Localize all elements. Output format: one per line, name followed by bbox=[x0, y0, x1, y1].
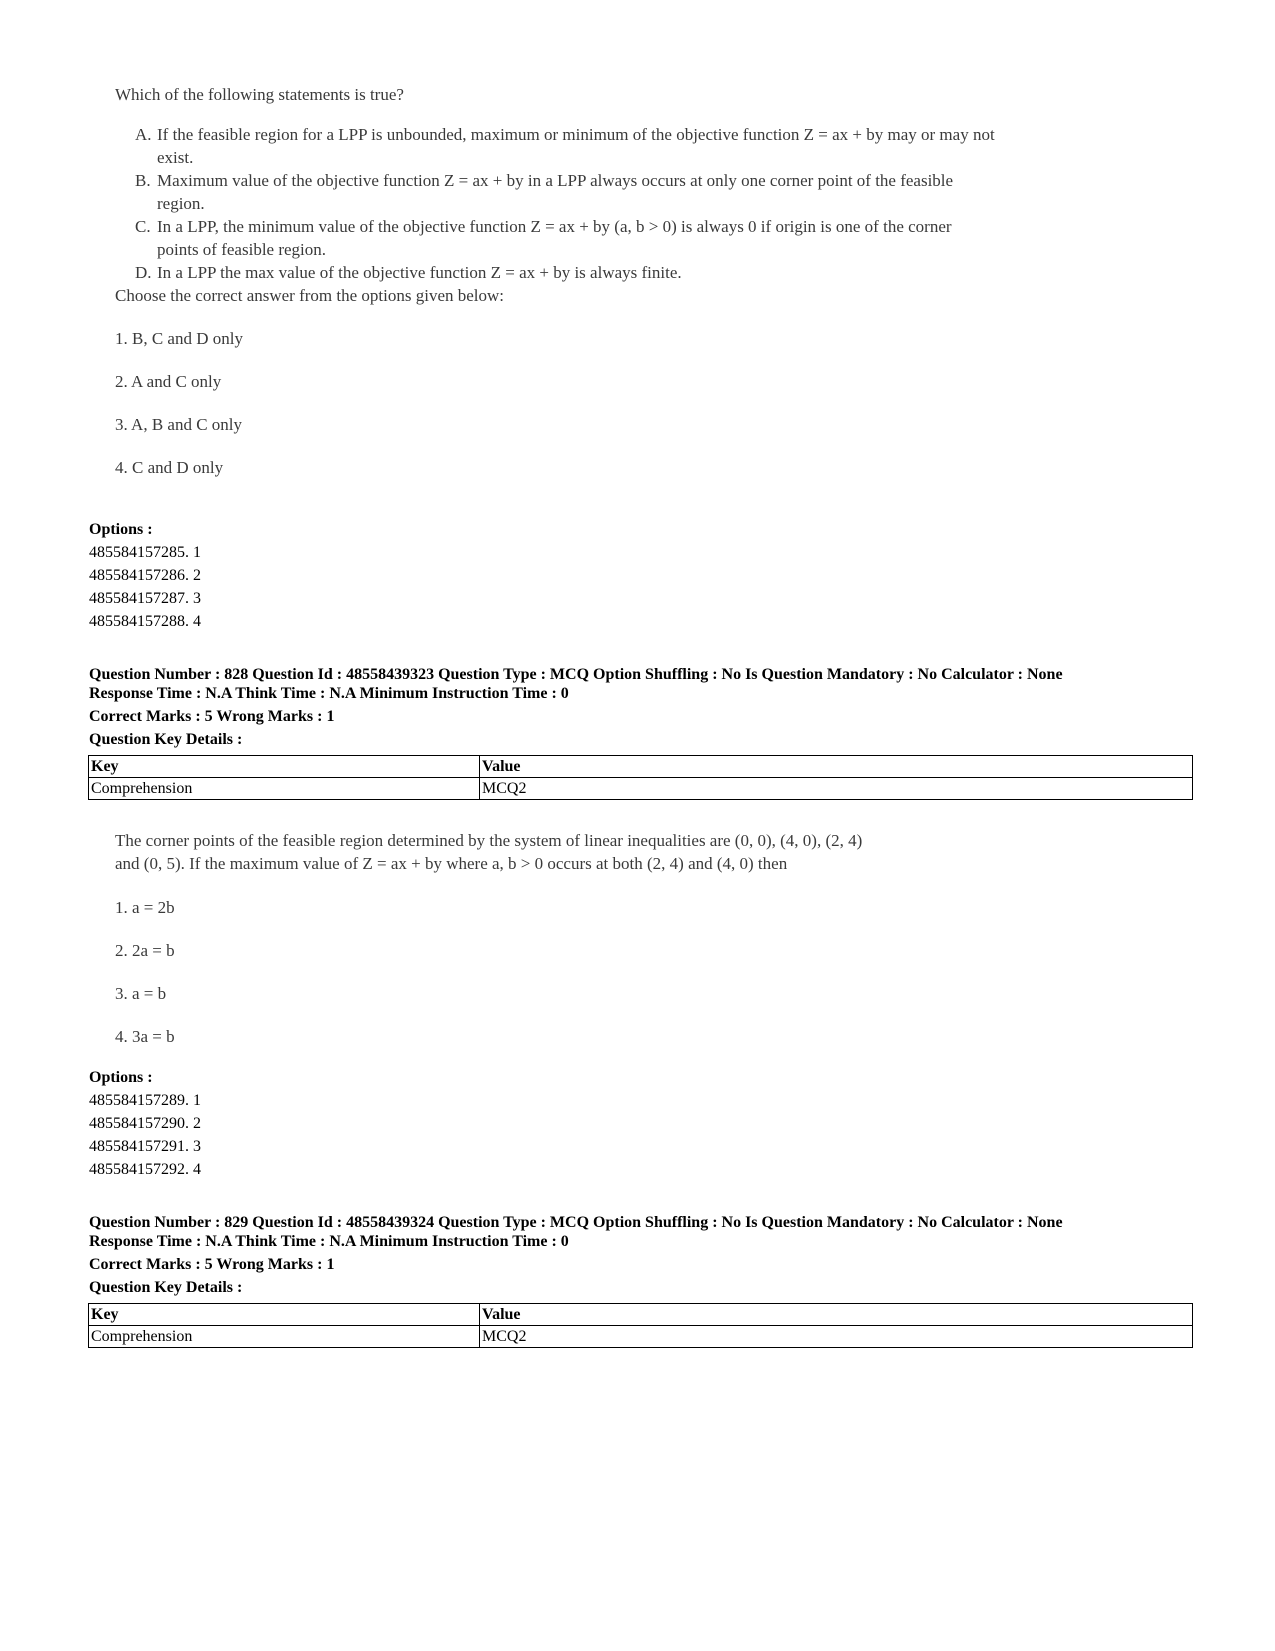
statement-label: C. bbox=[135, 217, 151, 236]
meta-line: Response Time : N.A Think Time : N.A Minimum Instruction Time : 0 bbox=[89, 1233, 569, 1250]
question-stem: and (0, 5). If the maximum value of Z = ax + by where a, b > 0 occurs at both (2, 4) and (4, 0) then bbox=[115, 854, 788, 873]
key-details-label: Question Key Details : bbox=[89, 731, 243, 748]
statement-label: A. bbox=[135, 125, 152, 144]
table-row bbox=[89, 1326, 1193, 1348]
table-header-row bbox=[89, 1304, 1193, 1326]
meta-line: Response Time : N.A Think Time : N.A Minimum Instruction Time : 0 bbox=[89, 685, 569, 702]
table-cell: Comprehension bbox=[89, 778, 480, 800]
table-cell: MCQ2 bbox=[480, 1326, 1193, 1348]
option-item: 485584157292. 4 bbox=[89, 1161, 201, 1178]
options-block-828 bbox=[89, 1066, 201, 1181]
table-row bbox=[89, 778, 1193, 800]
question-827-image bbox=[115, 83, 995, 479]
option-item: 485584157286. 2 bbox=[89, 567, 201, 584]
answer-choice: 2. 2a = b bbox=[115, 941, 175, 960]
table-cell: MCQ2 bbox=[480, 778, 1193, 800]
question-828-meta bbox=[89, 663, 1239, 751]
option-item: 485584157287. 3 bbox=[89, 590, 201, 607]
table-header-row bbox=[89, 756, 1193, 778]
key-details-label: Question Key Details : bbox=[89, 1279, 243, 1296]
table-header-cell: Key bbox=[89, 1304, 480, 1326]
answer-choice: 4. 3a = b bbox=[115, 1027, 175, 1046]
statement-text: If the feasible region for a LPP is unbounded, maximum or minimum of the objective function Z = ax + by may or may not exist. bbox=[157, 125, 995, 167]
key-details-table-828 bbox=[88, 755, 1193, 800]
option-item: 485584157285. 1 bbox=[89, 544, 201, 561]
statement-c bbox=[135, 215, 995, 261]
statement-list bbox=[135, 123, 995, 284]
answer-choice: 3. A, B and C only bbox=[115, 415, 243, 434]
options-block-827 bbox=[89, 518, 201, 633]
options-label: Options : bbox=[89, 1069, 153, 1086]
table-header-cell: Value bbox=[480, 756, 1193, 778]
answer-choice: 1. B, C and D only bbox=[115, 329, 243, 348]
choose-instruction: Choose the correct answer from the options given below: bbox=[115, 286, 505, 305]
statement-text: In a LPP the max value of the objective function Z = ax + by is always finite. bbox=[157, 263, 682, 282]
statement-label: D. bbox=[135, 263, 152, 282]
options-label: Options : bbox=[89, 521, 153, 538]
answer-choice: 3. a = b bbox=[115, 984, 167, 1003]
option-item: 485584157291. 3 bbox=[89, 1138, 201, 1155]
option-item: 485584157289. 1 bbox=[89, 1092, 201, 1109]
meta-line: Question Number : 828 Question Id : 48558439323 Question Type : MCQ Option Shuffling : No Is Question Mandatory : No Calculator : None bbox=[89, 666, 1063, 683]
statement-label: B. bbox=[135, 171, 151, 190]
marks-line: Correct Marks : 5 Wrong Marks : 1 bbox=[89, 708, 335, 725]
meta-line: Question Number : 829 Question Id : 48558439324 Question Type : MCQ Option Shuffling : No Is Question Mandatory : No Calculator : None bbox=[89, 1214, 1063, 1231]
answer-choice: 4. C and D only bbox=[115, 458, 224, 477]
statement-text: In a LPP, the minimum value of the objective function Z = ax + by (a, b > 0) is always 0 if origin is one of the corner points of feasible region. bbox=[157, 217, 952, 259]
option-item: 485584157288. 4 bbox=[89, 613, 201, 630]
marks-line: Correct Marks : 5 Wrong Marks : 1 bbox=[89, 1256, 335, 1273]
statement-a bbox=[135, 123, 995, 169]
question-829-meta bbox=[89, 1211, 1239, 1299]
question-828-image bbox=[115, 829, 1015, 1048]
table-cell: Comprehension bbox=[89, 1326, 480, 1348]
option-item: 485584157290. 2 bbox=[89, 1115, 201, 1132]
question-stem: The corner points of the feasible region determined by the system of linear inequalities are (0, 0), (4, 0), (2, 4) bbox=[115, 831, 863, 850]
question-stem: Which of the following statements is true? bbox=[115, 85, 404, 104]
statement-b bbox=[135, 169, 995, 215]
statement-text: Maximum value of the objective function Z = ax + by in a LPP always occurs at only one corner point of the feasible region. bbox=[157, 171, 954, 213]
table-header-cell: Value bbox=[480, 1304, 1193, 1326]
statement-d bbox=[135, 261, 995, 284]
table-header-cell: Key bbox=[89, 756, 480, 778]
answer-choice: 1. a = 2b bbox=[115, 898, 175, 917]
key-details-table-829 bbox=[88, 1303, 1193, 1348]
answer-choice: 2. A and C only bbox=[115, 372, 222, 391]
